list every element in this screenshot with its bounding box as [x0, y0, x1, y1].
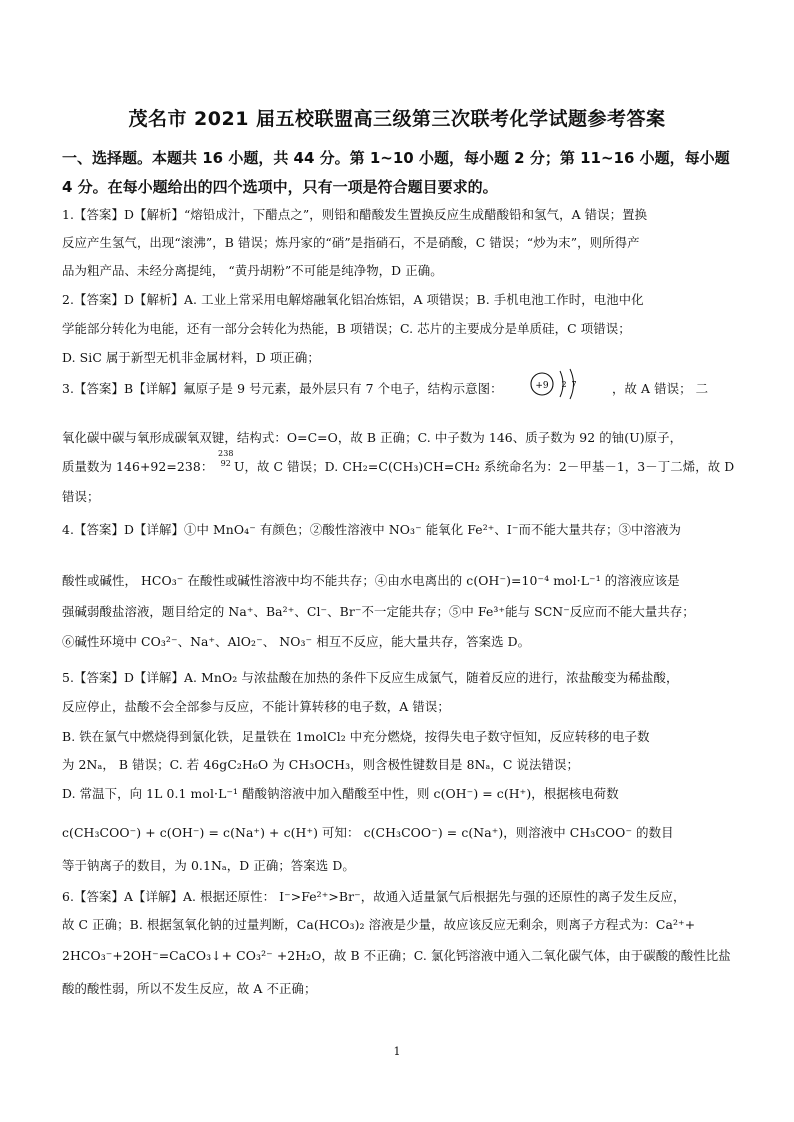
nucleus-label: +9 — [535, 381, 549, 391]
document-title: 茂名市 2021 届五校联盟高三级第三次联考化学试题参考答案 — [128, 108, 666, 130]
shell1-label: 2 — [561, 380, 567, 389]
answer-line: 强碱弱酸盐溶液，题目给定的 Na⁺、Ba²⁺、Cl⁻、Br⁻不一定能共存；⑤中 Fe³⁺能与 SCN⁻反应而不能大量共存； — [62, 604, 695, 619]
isotope-mass: 238 — [218, 449, 234, 458]
answer-line: 学能部分转化为电能，还有一部分会转化为热能，B 项错误；C. 芯片的主要成分是单质硅，C 项错误； — [62, 321, 631, 336]
answer-line: 质量数为 146+92=238： — [62, 459, 214, 474]
answer-line: D. SiC 属于新型无机非金属材料，D 项正确； — [62, 350, 320, 365]
answer-line: 错误； — [62, 489, 100, 504]
answer-line: 氧化碳中碳与氧形成碳氧双键，结构式：O=C=O，故 B 正确；C. 中子数为 146、质子数为 92 的铀(U)原子， — [62, 430, 683, 445]
isotope-atomic: 92 — [220, 459, 231, 468]
section-header: 一、选择题。本题共 16 小题，共 44 分。第 1~10 小题，每小题 2 分；第 11~16 小题，每小题 4 分。在每小题给出的四个选项中，只有一项是符合题目要求的。 — [62, 149, 730, 196]
answer-line: 故 C 正确；B. 根据氢氧化钠的过量判断，Ca(HCO₃)₂ 溶液是少量，故应该反应无剩余，则离子方程式为：Ca²⁺+ — [62, 917, 696, 932]
answer-line: c(CH₃COO⁻) + c(OH⁻) = c(Na⁺) + c(H⁺) 可知： c(CH₃COO⁻) = c(Na⁺)，则溶液中 CH₃COO⁻ 的数目 — [62, 825, 674, 840]
answer-line: 品为粗产品、未经分离提纯， “黄丹胡粉”不可能是纯净物，D 正确。 — [62, 263, 443, 278]
answer-line: 酸性或碱性， HCO₃⁻ 在酸性或碱性溶液中均不能共存；④由水电离出的 c(OH⁻)=10⁻⁴ mol·L⁻¹ 的溶液应该是 — [62, 573, 680, 588]
answer-line: 等于钠离子的数目，为 0.1Nₐ，D 正确；答案选 D。 — [62, 858, 355, 873]
answer-line: 为 2Nₐ， B 错误；C. 若 46gC₂H₆O 为 CH₃OCH₃，则含极性键数目是 8Nₐ，C 说法错误； — [62, 757, 579, 772]
answer-line: 5.【答案】D【详解】A. MnO₂ 与浓盐酸在加热的条件下反应生成氯气，随着反应的进行，浓盐酸变为稀盐酸， — [62, 670, 679, 685]
shell2-label: 7 — [571, 380, 577, 389]
answer-line: 1.【答案】D【解析】“熔铅成汁，下醋点之”，则铅和醋酸发生置换反应生成醋酸铅和氢气，A 错误；置换 — [62, 207, 648, 222]
fluorine-atom-diagram — [530, 367, 610, 401]
answer-line: 4.【答案】D【详解】①中 MnO₄⁻ 有颜色；②酸性溶液中 NO₃⁻ 能氧化 Fe²⁺、I⁻而不能大量共存；③中溶液为 — [62, 522, 681, 537]
answer-line: U，故 C 错误；D. CH₂=C(CH₃)CH=CH₂ 系统命名为：2－甲基－1，3－丁二烯，故 D — [234, 459, 735, 474]
answer-line: 3.【答案】B【详解】氟原子是 9 号元素，最外层只有 7 个电子，结构示意图： — [62, 381, 503, 396]
answer-line: B. 铁在氯气中燃烧得到氯化铁，足量铁在 1molCl₂ 中充分燃烧，按得失电子数守恒知，反应转移的电子数 — [62, 729, 650, 744]
answer-line: 反应停止，盐酸不会全部参与反应，不能计算转移的电子数，A 错误； — [62, 699, 450, 714]
page-number: 1 — [393, 1045, 401, 1058]
isotope-notation — [218, 449, 234, 469]
answer-line: D. 常温下，向 1L 0.1 mol·L⁻¹ 醋酸钠溶液中加入醋酸至中性，则 c(OH⁻) = c(H⁺)，根据核电荷数 — [62, 786, 619, 801]
answer-line: 2HCO₃⁻+2OH⁻=CaCO₃↓+ CO₃²⁻ +2H₂O，故 B 不正确；C. 氯化钙溶液中通入二氧化碳气体，由于碳酸的酸性比盐 — [62, 948, 731, 963]
answer-line: 反应产生氢气，出现“滚沸”，B 错误；炼丹家的“硝”是指硝石，不是硝酸，C 错误；“炒为末”，则所得产 — [62, 235, 640, 250]
answer-line: 酸的酸性弱，所以不发生反应，故 A 不正确； — [62, 981, 317, 996]
answer-line: 6.【答案】A【详解】A. 根据还原性： I⁻>Fe²⁺>Br⁻，故通入适量氯气后根据先与强的还原性的离子发生反应， — [62, 889, 686, 904]
answer-line: ⑥碱性环境中 CO₃²⁻、Na⁺、AlO₂⁻、 NO₃⁻ 相互不反应，能大量共存，答案选 D。 — [62, 634, 531, 649]
answer-line: 2.【答案】D【解析】A. 工业上常采用电解熔融氧化铝冶炼铝，A 项错误；B. 手机电池工作时，电池中化 — [62, 292, 644, 307]
answer-line: ，故 A 错误； 二 — [612, 381, 709, 396]
